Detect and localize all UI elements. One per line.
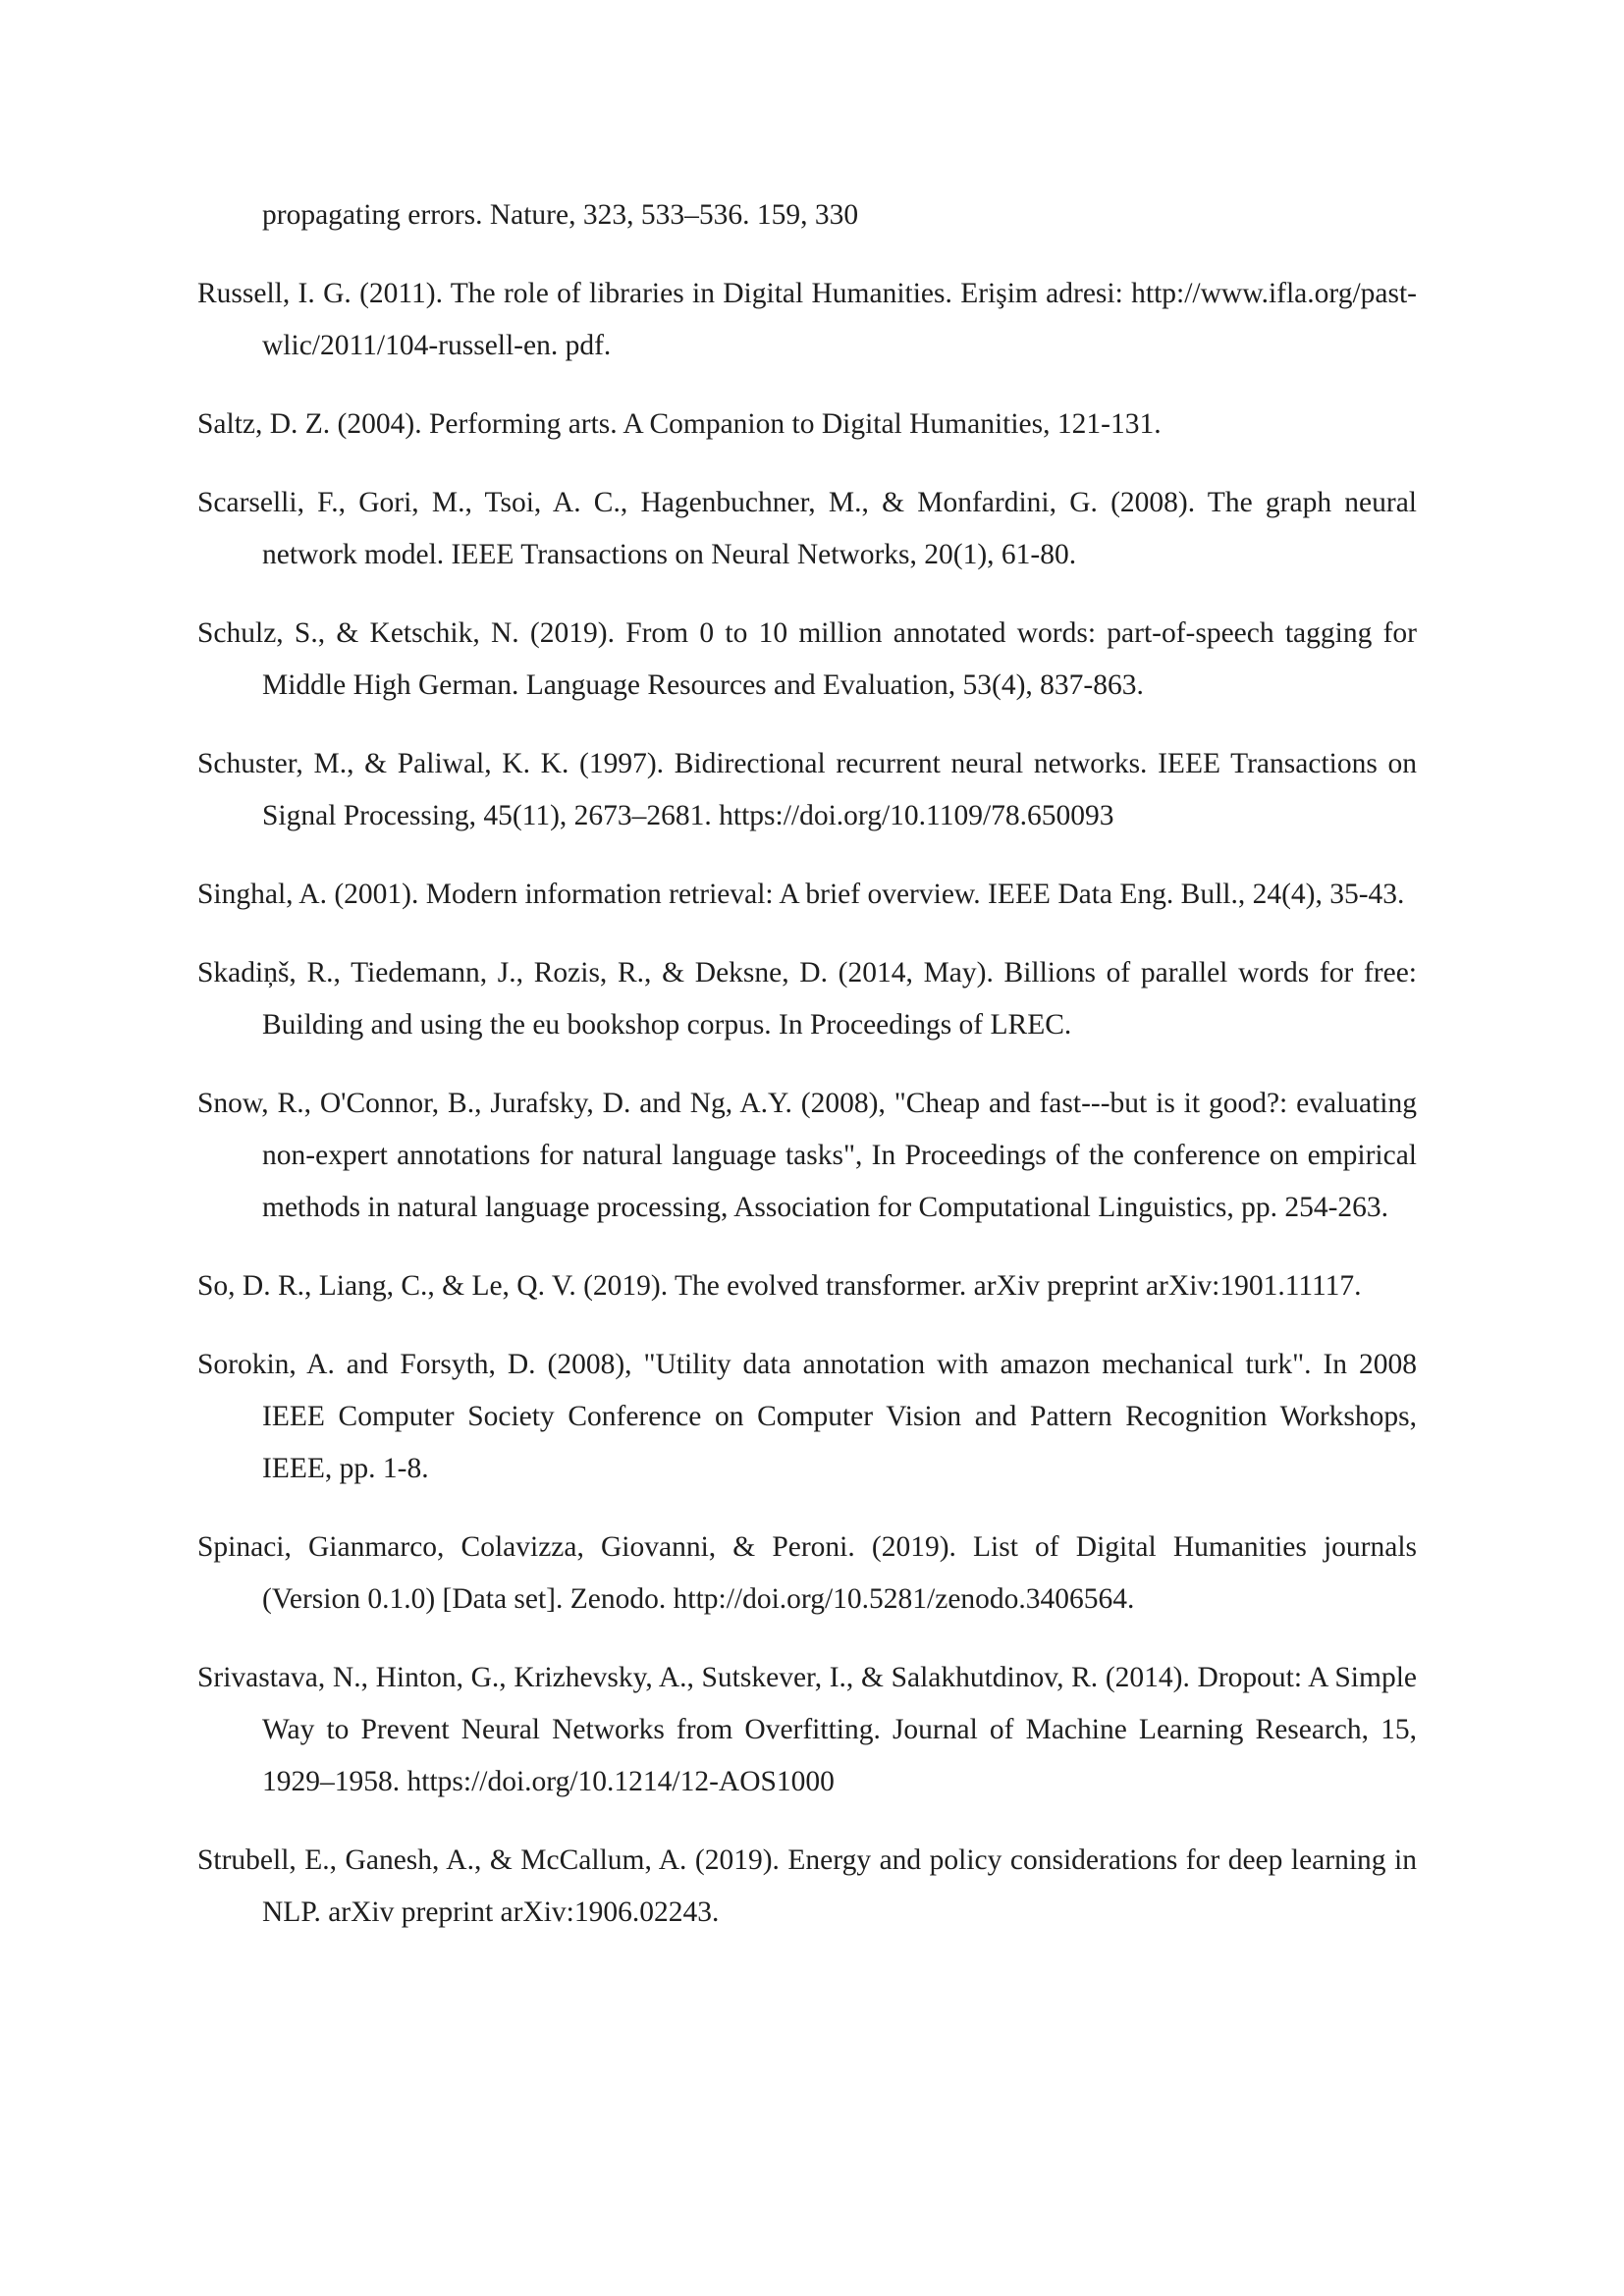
- reference-entry: Singhal, A. (2001). Modern information retrieval: A brief overview. IEEE Data Eng. Bull., 24(4), 35-43.: [197, 879, 1405, 910]
- reference-entry: propagating errors. Nature, 323, 533–536. 159, 330: [262, 199, 859, 231]
- reference-entry: Spinaci, Gianmarco, Colavizza, Giovanni, & Peroni. (2019). List of Digital Humanities journals (Version 0.1.0) [Data set]. Zenodo. http://doi.org/10.5281/zenodo.3406564.: [197, 1531, 1417, 1615]
- reference-entry: Sorokin, A. and Forsyth, D. (2008), "Utility data annotation with amazon mechanical turk". In 2008 IEEE Computer Society Conference on Computer Vision and Pattern Recognition Workshops, IEEE, pp. 1-8.: [197, 1349, 1417, 1484]
- reference-entry: Skadiņš, R., Tiedemann, J., Rozis, R., & Deksne, D. (2014, May). Billions of parallel words for free: Building and using the eu bookshop corpus. In Proceedings of LREC.: [197, 957, 1417, 1041]
- reference-entry: Schuster, M., & Paliwal, K. K. (1997). Bidirectional recurrent neural networks. IEEE Transactions on Signal Processing, 45(11), 2673–2681. https://doi.org/10.1109/78.650093: [197, 748, 1417, 831]
- reference-entry: Snow, R., O'Connor, B., Jurafsky, D. and Ng, A.Y. (2008), "Cheap and fast---but is it good?: evaluating non-expert annotations for natural language tasks", In Proceedings of the conference on empirical methods in natural language processing, Association for Computational Linguistics, pp. 254-263.: [197, 1088, 1417, 1223]
- reference-entry: Schulz, S., & Ketschik, N. (2019). From 0 to 10 million annotated words: part-of-speech tagging for Middle High German. Language Resources and Evaluation, 53(4), 837-863.: [197, 617, 1417, 701]
- reference-list: [197, 189, 1417, 1965]
- reference-entry: Srivastava, N., Hinton, G., Krizhevsky, A., Sutskever, I., & Salakhutdinov, R. (2014). Dropout: A Simple Way to Prevent Neural Networks from Overfitting. Journal of Machine Learning Research, 15, 1929–1958. https://doi.org/10.1214/12-AOS1000: [197, 1662, 1417, 1797]
- reference-entry: Strubell, E., Ganesh, A., & McCallum, A. (2019). Energy and policy considerations for deep learning in NLP. arXiv preprint arXiv:1906.02243.: [197, 1844, 1417, 1928]
- reference-entry: Scarselli, F., Gori, M., Tsoi, A. C., Hagenbuchner, M., & Monfardini, G. (2008). The graph neural network model. IEEE Transactions on Neural Networks, 20(1), 61-80.: [197, 487, 1417, 570]
- reference-entry: Russell, I. G. (2011). The role of libraries in Digital Humanities. Erişim adresi: http://www.ifla.org/past-wlic/2011/104-russell-en. pdf.: [197, 278, 1417, 361]
- reference-entry: Saltz, D. Z. (2004). Performing arts. A Companion to Digital Humanities, 121-131.: [197, 408, 1162, 440]
- reference-entry: So, D. R., Liang, C., & Le, Q. V. (2019). The evolved transformer. arXiv preprint arXiv:1901.11117.: [197, 1270, 1362, 1302]
